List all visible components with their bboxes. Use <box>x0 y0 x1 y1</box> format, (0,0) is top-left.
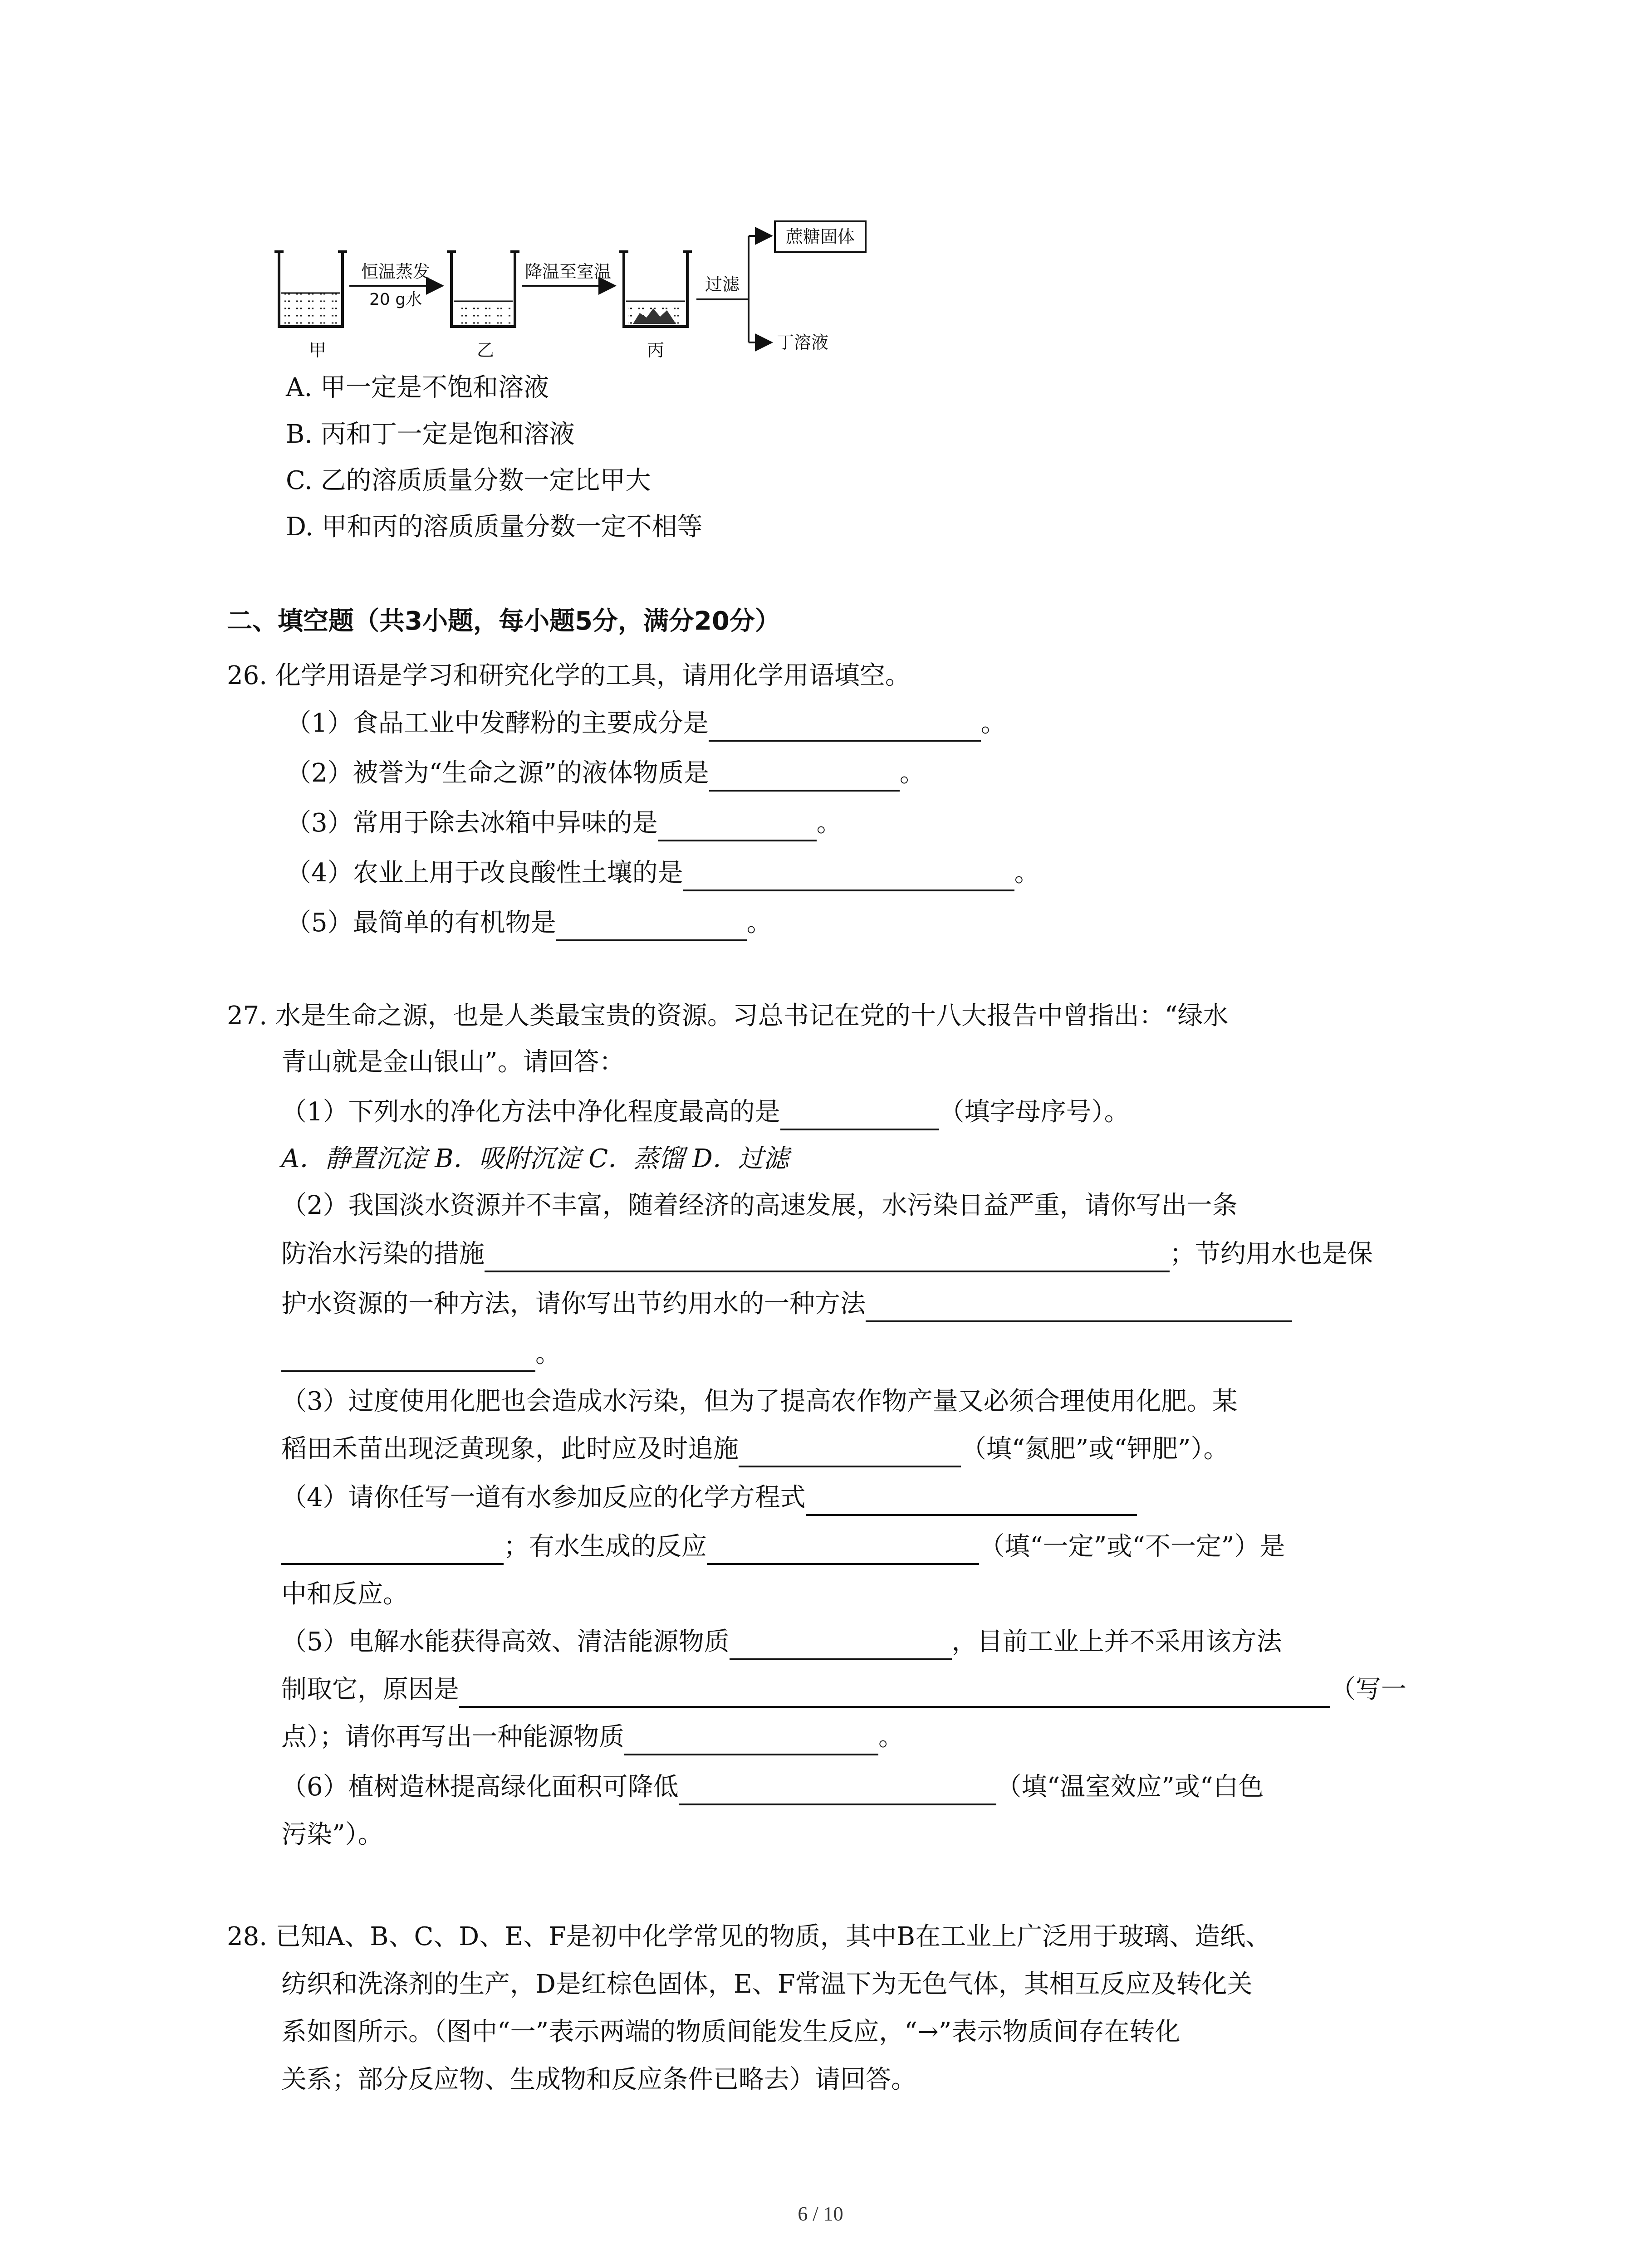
q26-item-3: （3）常用于除去冰箱中异味的是 。 <box>286 805 842 841</box>
q27-part6-line1: （6）植树造林提高绿化面积可降低 （填“温室效应”或“白色 <box>281 1769 1264 1805</box>
beaker-jia <box>274 252 347 327</box>
page-number: 6 / 10 <box>798 2203 843 2225</box>
answer-blank[interactable] <box>739 1437 961 1467</box>
q26-item-2: （2）被誉为“生命之源”的液体物质是 。 <box>286 755 925 792</box>
q27-part5-line3: 点）；请你再写出一种能源物质 。 <box>281 1719 904 1755</box>
q28-line3: 系如图所示。（图中“一”表示两端的物质间能发生反应，“→”表示物质间存在转化 <box>281 2017 1181 2047</box>
answer-blank[interactable] <box>556 911 747 941</box>
step1-bottom-label: 20 g水 <box>369 290 422 309</box>
answer-blank[interactable] <box>624 1725 878 1755</box>
q25-option-c: C. 乙的溶质质量分数一定比甲大 <box>286 466 651 495</box>
beaker-label-bing: 丙 <box>647 340 665 360</box>
q27-part4-line3: 中和反应。 <box>281 1579 408 1609</box>
answer-blank[interactable] <box>679 1775 996 1805</box>
q28-line2: 纺织和洗涤剂的生产，D是红棕色固体，E、F常温下为无色气体，其相互反应及转化关 <box>281 1970 1253 1999</box>
q27-stem-line2: 青山就是金山银山”。请回答： <box>281 1047 625 1077</box>
answer-blank[interactable] <box>707 1535 979 1565</box>
beaker-yi <box>447 252 519 327</box>
q27-part3-line1: （3）过度使用化肥也会造成水污染，但为了提高农作物产量又必须合理使用化肥。某 <box>281 1387 1238 1416</box>
section-title: 二、填空题（共3小题，每小题5分，满分20分） <box>227 606 780 636</box>
answer-blank[interactable] <box>806 1486 1137 1516</box>
step3-label: 过滤 <box>705 274 740 294</box>
product-liquid-label: 丁溶液 <box>777 332 829 352</box>
q27-part1-options: A．静置沉淀 B．吸附沉淀 C．蒸馏 D．过滤 <box>281 1144 789 1173</box>
q27-part5-line1: （5）电解水能获得高效、清洁能源物质 ，目前工业上并不采用该方法 <box>281 1624 1282 1660</box>
q26-item-1: （1）食品工业中发酵粉的主要成分是 。 <box>286 705 1006 742</box>
q27-part4-line1: （4）请你任写一道有水参加反应的化学方程式 <box>281 1480 1137 1516</box>
q27-part6-line2: 污染”）。 <box>281 1820 383 1849</box>
step1-top-label: 恒温蒸发 <box>361 262 431 282</box>
q25-option-b: B. 丙和丁一定是饱和溶液 <box>286 420 575 449</box>
q26-item-5: （5）最简单的有机物是 。 <box>286 905 772 941</box>
answer-blank[interactable] <box>281 1535 504 1565</box>
beaker-label-yi: 乙 <box>476 340 495 360</box>
answer-blank[interactable] <box>281 1342 535 1372</box>
q26-item-4: （4）农业上用于改良酸性土壤的是 。 <box>286 855 1040 891</box>
step2-label: 降温至室温 <box>524 262 612 282</box>
q27-part3-line2: 稻田禾苗出现泛黄现象，此时应及时追施 （填“氮肥”或“钾肥”）。 <box>281 1431 1229 1467</box>
q25-option-d: D. 甲和丙的溶质质量分数一定不相等 <box>286 512 703 542</box>
answer-blank[interactable] <box>709 712 981 742</box>
q26-stem: 26. 化学用语是学习和研究化学的工具，请用化学用语填空。 <box>227 661 911 690</box>
answer-blank[interactable] <box>709 762 900 792</box>
answer-blank[interactable] <box>658 811 817 841</box>
q28-line4: 关系；部分反应物、生成物和反应条件已略去）请回答。 <box>281 2065 916 2094</box>
evaporation-diagram <box>0 0 1641 372</box>
q27-part2-line3: 护水资源的一种方法，请你写出节约用水的一种方法 <box>281 1286 1292 1322</box>
product-box-label: 蔗糖固体 <box>785 227 855 247</box>
q27-part2-line4: 。 <box>281 1336 561 1372</box>
q27-part4-line2: ；有水生成的反应 （填“一定”或“不一定”）是 <box>281 1529 1285 1565</box>
beaker-label-jia: 甲 <box>309 340 327 360</box>
answer-blank[interactable] <box>730 1630 952 1660</box>
q27-part5-line2: 制取它，原因是 （写一 <box>281 1672 1406 1708</box>
q25-option-a: A. 甲一定是不饱和溶液 <box>286 373 549 402</box>
answer-blank[interactable] <box>459 1678 1330 1708</box>
q27-stem-line1: 27. 水是生命之源，也是人类最宝贵的资源。习总书记在党的十八大报告中曾指出：“绿水 <box>227 1001 1229 1031</box>
q28-line1: 28. 已知A、B、C、D、E、F是初中化学常见的物质，其中B在工业上广泛用于玻璃、造纸、 <box>227 1922 1271 1951</box>
q27-part1: （1）下列水的净化方法中净化程度最高的是 （填字母序号）。 <box>281 1094 1130 1130</box>
beaker-bing <box>619 252 692 327</box>
answer-blank[interactable] <box>683 861 1014 891</box>
q27-part2-line2: 防治水污染的措施 ；节约用水也是保 <box>281 1236 1373 1272</box>
q27-part2-line1: （2）我国淡水资源并不丰富，随着经济的高速发展，水污染日益严重，请你写出一条 <box>281 1191 1238 1220</box>
answer-blank[interactable] <box>780 1100 939 1130</box>
answer-blank[interactable] <box>866 1292 1292 1322</box>
answer-blank[interactable] <box>485 1242 1170 1272</box>
